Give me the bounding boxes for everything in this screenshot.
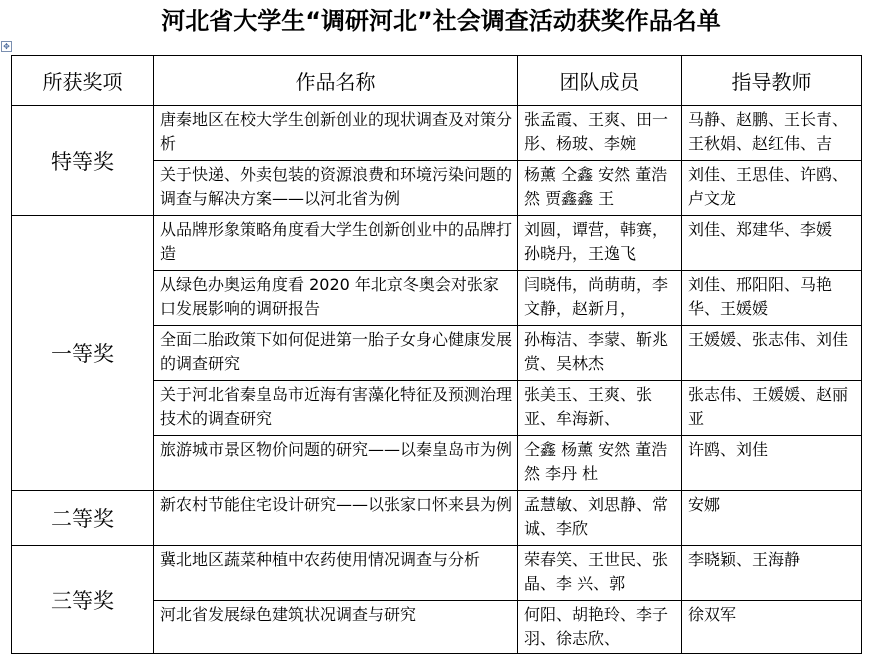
work-title-cell: 唐秦地区在校大学生创新创业的现状调查及对策分析 [154, 106, 518, 161]
table-header-row [12, 56, 862, 106]
header-award: 所获奖项 [12, 56, 154, 106]
advisors-cell: 刘佳、王思佳、许鸥、卢文龙 [682, 161, 862, 216]
work-title-cell: 旅游城市景区物价问题的研究——以秦皇岛市为例 [154, 436, 518, 491]
work-title-cell: 从绿色办奥运角度看 2020 年北京冬奥会对张家口发展影响的调研报告 [154, 271, 518, 326]
advisors-cell: 王媛媛、张志伟、刘佳 [682, 326, 862, 381]
advisors-cell: 徐双军 [682, 601, 862, 654]
work-title-cell: 冀北地区蔬菜种植中农药使用情况调查与分析 [154, 546, 518, 601]
team-members-cell: 张美玉、王爽、张亚、牟海新、 [518, 381, 682, 436]
table-move-handle-icon[interactable]: ✥ [1, 41, 12, 52]
work-title-cell: 新农村节能住宅设计研究——以张家口怀来县为例 [154, 491, 518, 546]
award-cell: 一等奖 [12, 216, 154, 491]
award-cell: 三等奖 [12, 546, 154, 654]
table-row [12, 216, 862, 271]
team-members-cell: 刘圆，谭营，韩赛，孙晓丹，王逸飞 [518, 216, 682, 271]
table-row [12, 546, 862, 601]
header-work-title: 作品名称 [154, 56, 518, 106]
awards-table [11, 55, 862, 654]
team-members-cell: 仝鑫 杨薰 安然 董浩然 李丹 杜 [518, 436, 682, 491]
advisors-cell: 马静、赵鹏、王长青、王秋娟、赵红伟、吉 [682, 106, 862, 161]
header-advisors: 指导教师 [682, 56, 862, 106]
advisors-cell: 李晓颖、王海静 [682, 546, 862, 601]
table-row [12, 106, 862, 161]
page-title: 河北省大学生“调研河北”社会调查活动获奖作品名单 [161, 7, 721, 35]
team-members-cell: 闫晓伟，尚萌萌，李文静，赵新月， [518, 271, 682, 326]
advisors-cell: 刘佳、郑建华、李媛 [682, 216, 862, 271]
team-members-cell: 何阳、胡艳玲、李子羽、徐志欣、 [518, 601, 682, 654]
work-title-cell: 关于快递、外卖包装的资源浪费和环境污染问题的调查与解决方案——以河北省为例 [154, 161, 518, 216]
advisors-cell: 许鸥、刘佳 [682, 436, 862, 491]
advisors-cell: 安娜 [682, 491, 862, 546]
award-cell: 特等奖 [12, 106, 154, 216]
award-cell: 二等奖 [12, 491, 154, 546]
team-members-cell: 张孟霞、王爽、田一彤、杨玻、李婉 [518, 106, 682, 161]
advisors-cell: 张志伟、王媛媛、赵丽亚 [682, 381, 862, 436]
team-members-cell: 孙梅洁、李蒙、靳兆赏、吴林杰 [518, 326, 682, 381]
work-title-cell: 关于河北省秦皇岛市近海有害藻化特征及预测治理技术的调查研究 [154, 381, 518, 436]
team-members-cell: 荣春笑、王世民、张晶、李 兴、郭 [518, 546, 682, 601]
header-team-members: 团队成员 [518, 56, 682, 106]
work-title-cell: 从品牌形象策略角度看大学生创新创业中的品牌打造 [154, 216, 518, 271]
work-title-cell: 河北省发展绿色建筑状况调查与研究 [154, 601, 518, 654]
table-row [12, 491, 862, 546]
advisors-cell: 刘佳、邢阳阳、马艳华、王媛媛 [682, 271, 862, 326]
team-members-cell: 孟慧敏、刘思静、常诚、李欣 [518, 491, 682, 546]
team-members-cell: 杨薰 仝鑫 安然 董浩然 贾鑫鑫 王 [518, 161, 682, 216]
work-title-cell: 全面二胎政策下如何促进第一胎子女身心健康发展的调查研究 [154, 326, 518, 381]
